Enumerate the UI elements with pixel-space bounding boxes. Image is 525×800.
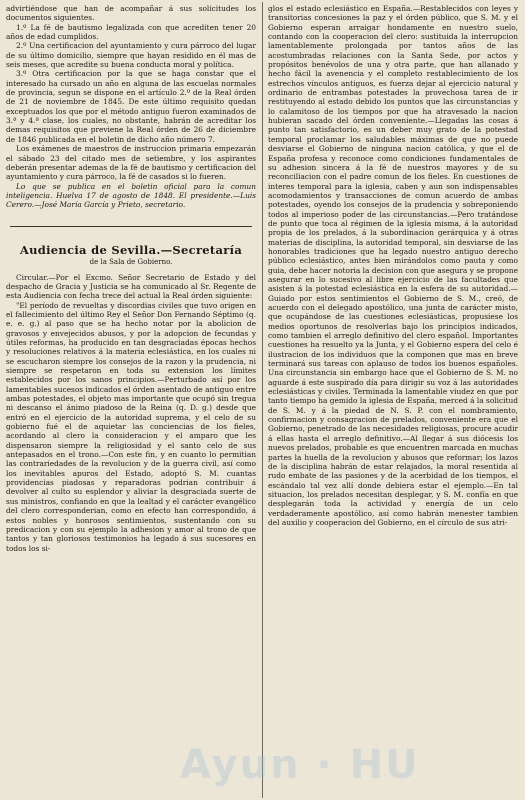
paragraph-royal-order: "El período de revueltas y discordias civiles que tuvo origen en el fallecimiento del último Rey el Señor Don Fernando Séptimo (q. e. e. g.) al paso que se ha hecho notar por la abolicion de gravosos y envejecidos abusos, y por la adopcion de fecundas y útiles reformas, ha producido en tan desgraciadas épocas hechos y resoluciones relativos á la materia eclesiástica, en los cuales ni se escucharon siempre los consejos de la razon y la prudencia, ni siempre se respetaron en toda su extension los límites establecidos por los sanos principios.—Perturbado así por los lamentables sucesos indicados el órden asentado de antiguo entre ambas potestades, el objeto mas importante que ocupó sin tregua ni descanso el ánimo piadoso de la Reina (q. D. g.) desde que entró en el ejercicio de la autoridad suprema, y el celo de su gobierno fué el de aquietar las conciencias de los fieles, acordando al clero la consideracion y el amparo que les dispensaron siempre la religiosidad y el santo celo de sus antepasados en el trono.—Con este fin, y en cuanto lo permitian las contrariedades de la revolucion y de la guerra civil, así como los inevitables apuros del Estado, adoptó S. M. cuantas providencias piadosas y reparadoras podrian contribuir á devolver al culto su esplendor y aliviar la desgraciada suerte de sus ministros, confiando en que la lealtad y el carácter evangélico del clero corresponderian, como en efecto han correspondido, á estos nobles y honrosos sentimientos, sustentando con su predicacion y con su ejemplo la adhesion y amor al trono de que tantos y tan gloriosos testimonios ha legado á sus sucesores en todos los si- <box>6 300 256 553</box>
paragraph-requirement-2: 2.º Una certificacion del ayuntamiento y cura párroco del lugar de su último domicilio, siempre que hayan residido en él mas de seis meses, que acredite su buena conducta moral y política. <box>6 41 256 70</box>
paragraph-exams: Los exámenes de maestros de instruccion primaria empezarán el sábado 23 del citado mes de setiembre, y los aspirantes deberán presentar ademas de la fé de bautismo y certificacion del ayuntamiento y cura párroco, la fé de casados si lo fueren. <box>6 144 256 182</box>
paragraph-publication-signature: Lo que se publica en el boletin oficial para la comun inteligencia. Huelva 17 de agosto de 1848. El presidente.—Luis Cerero.—José María García y Prieto, secretario. <box>6 181 256 210</box>
paragraph-requirement-3: 3.º Otra certificacion por la que se haga constar que el interesado ha cursado un año en alguna de las escuelas normales de provincia, segun se dispone en el artículo 2.º de la Real órden de 21 de noviembre de 1845. De este último requisito quedan exceptuados los que por el método antiguo fueron examinados de 3.ª y 4.ª clase, los cuales, no obstante, habrán de acreditar los demas requisitos que previene la Real órden de 26 de diciembre de 1846 publicada en el boletin de dicho año número 7. <box>6 69 256 144</box>
library-watermark: Ayun · HU <box>180 742 420 788</box>
paragraph-requirements-intro: advirtiéndose que han de acompañar á sus solicitudes los documentos siguientes. <box>6 4 256 23</box>
paragraph-requirement-1: 1.º La fé de bautismo legalizada con que acrediten tener 20 años de edad cumplidos. <box>6 22 256 42</box>
paragraph-circular: Circular.—Por el Excmo. Señor Secretario de Estado y del despacho de Gracia y Justicia se ha comunicado al Sr. Regente de esta Audiencia con fecha trece del actual la Real órden siguiente: <box>6 272 256 301</box>
right-column <box>268 4 518 527</box>
section-separator <box>10 226 252 227</box>
paragraph-royal-order-continued: glos el estado eclesiástico en España.—Restablecidos con leyes y transitorias concesiones la paz y el órden público, que S. M. y el Gobierno esperan arraigar hondamente en nuestro suelo, contando con la cooperacion del clero: sustituida la interrupcion lamentablemente prolongada por tantos años de las acostumbradas relaciones con la Santa Sede, por actos y propósitos benévolos de una y otra parte, que han allanado y hecho fácil la avenencia y el completo restablecimiento de los estrechos vínculos antiguos, es fuerza dejar al ejercicio natural y ordinario de entrambas potestades la provechosa tarea de ir restituyendo al estado debido los puntos que las circunstancias y lo calamitoso de los tiempos por que ha atravesado la nacion hubieran sacado del órden conveniente.—Llegadas las cosas á punto tan satisfactorio, es un deber muy grato de la potestad temporal proclamar los saludables máximas de que no puede desviarse el Gobierno de ninguna nacion católica, y que el de España profesa y reconoce como condiciones fundamentales de su adhesion sincera á la fé de nuestros mayores y de su reconciliacion con el padre comun de los fieles. En cuestiones de interes temporal para la iglesia, caben y aun son indispensables acomodamientos y transacciones de comun acuerdo de ambas potestades, oyendo los consejos de la prudencia y sobreponiendo todos al imperioso poder de las circunstancias.—Pero tratándose de punto que toca al régimen de la iglesia misma, á la autoridad propia de los prelados, á la subordinacion gerárquica y á otras materias de disciplina, la autoridad temporal, sin desviarse de las honorables tradiciones que ha legado nuestro antiguo derecho público eclesiástico, antes bien mirándolos como pauta y como guia, debe hacer notoria la decision con que asegura y se propone asegurar en lo sucesivo al libre ejercicio de las facultades que asisten á la potestad eclesiástica en la esfera de su autoridad.—Guiado por estos sentimientos el Gobierno de S. M., creó, de acuerdo con el delegado apostólico, una junta de carácter misto, que ocupándose de las cuestiones eclesiásticas, propusiese los medios oportunos de resolverlas bajo los principios indicados, como tambien el arreglo definitivo del clero español. Importantes cuestiones ha resuelto ya la Junta, y el Gobierno espera del celo é ilustracion de los individuos que la componen que mas en breve terminará sus tareas con aplauso de todos los buenos españoles. Una circunstancia sin embargo hace que el Gobierno de S. M. no aguarde á este suspirado día para dirigir su voz á las autoridades eclesiásticas y civiles. Terminada la lamentable viudez en que por tanto tiempo ha gemido la iglesia de España, merced á la solicitud de S. M. y á la piedad de N. S. P. con el nombramiento, confirmacion y consagracion de prelados, conveniente era que el Gobierno, penetrado de las necesidades religiosas, procure acudir á ellas hasta el arreglo definitivo.—Al llegar á sus diócesis los nuevos prelados, probable es que encuentren marcada en muchas partes la huella de la revolucion y abusos que reformar; los lazos de la disciplina habrán de estar relajados, la moral resentida al rudo embate de las pasiones y de la acerbidad de los tiempos, el escándalo tal vez allí donde debiera estar el ejemplo.—En tal situacion, los prelados necesitan desplegar, y S. M. confía en que desplegarán toda la actividad y energía de un celo verdaderamente apostólico, así como habrán menester tambien del auxilio y cooperacion del Gobierno, en el círculo de sus atri- <box>268 4 518 527</box>
left-column <box>6 4 256 553</box>
section-heading: Audiencia de Sevilla.—Secretaría <box>19 242 243 257</box>
column-divider <box>262 2 263 798</box>
section-subheading: de la Sala de Gobierno. <box>89 257 173 266</box>
